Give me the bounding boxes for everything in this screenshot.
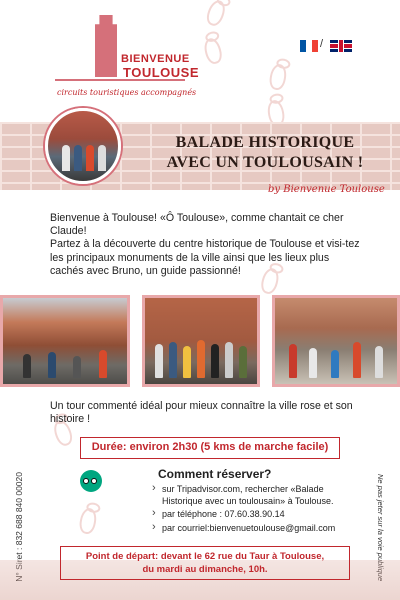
reservation-title: Comment réserver? xyxy=(158,467,272,481)
french-flag-icon[interactable] xyxy=(300,40,318,52)
byline: by Bienvenue Toulouse xyxy=(268,184,385,195)
logo-tagline: circuits touristiques accompagnés xyxy=(57,88,197,97)
group-photo xyxy=(142,295,260,387)
intro-paragraph-1: Bienvenue à Toulouse! «Ô Toulouse», comme chantait ce cher Claude! xyxy=(50,212,344,238)
reservation-item-email[interactable]: › par courriel:bienvenuetoulouse@gmail.com xyxy=(150,523,360,535)
footprint-icon xyxy=(204,0,228,28)
group-photo-circle xyxy=(45,108,121,184)
person-figure xyxy=(183,346,191,378)
street-photo xyxy=(0,295,130,387)
intro-text xyxy=(50,212,360,278)
person-figure xyxy=(99,350,107,378)
logo-text-toulouse: TOULOUSE xyxy=(123,65,199,80)
language-switcher xyxy=(300,40,356,52)
person-figure xyxy=(74,145,82,171)
person-figure xyxy=(211,344,219,378)
map-reading-photo xyxy=(272,295,400,387)
person-figure xyxy=(289,344,297,378)
person-figure xyxy=(73,356,81,378)
departure-line2: du mardi au dimanche, 10h. xyxy=(142,564,268,575)
page-title-line2: AVEC UN TOULOUSAIN ! xyxy=(166,154,364,171)
person-figure xyxy=(239,346,247,378)
siret-number: N° Siret : 832 688 840 00020 xyxy=(14,472,24,582)
person-figure xyxy=(86,145,94,171)
uk-flag-icon[interactable] xyxy=(330,40,352,52)
owl-eye-icon xyxy=(83,478,89,484)
logo-text-bienvenue: BIENVENUE xyxy=(121,53,190,65)
footprint-icon xyxy=(78,507,98,535)
person-figure xyxy=(375,346,383,378)
page-title-line1: BALADE HISTORIQUE xyxy=(175,134,355,151)
tour-description: Un tour commenté idéal pour mieux connaître la ville rose et son histoire ! xyxy=(50,400,353,426)
disposal-notice: Ne pas jeter sur la voie publique xyxy=(376,474,385,582)
departure-line1: Point de départ: devant le 62 rue du Taur à Toulouse, xyxy=(85,551,325,562)
person-figure xyxy=(309,348,317,378)
person-figure xyxy=(48,352,56,378)
person-figure xyxy=(98,145,106,171)
person-figure xyxy=(197,340,205,378)
intro-paragraph-2: Partez à la découverte du centre historique de Toulouse et visi-tez les principaux monuments de la ville ainsi que les lieux plus cachés avec Bruno, un guide passionné! xyxy=(50,238,360,277)
footprint-icon xyxy=(268,63,288,91)
departure-box xyxy=(60,546,350,580)
photo-strip xyxy=(0,295,400,387)
duration-box: Durée: environ 2h30 (5 kms de marche facile) xyxy=(80,437,340,459)
person-figure xyxy=(155,344,163,378)
tripadvisor-icon[interactable] xyxy=(80,470,102,492)
person-figure xyxy=(331,350,339,378)
person-figure xyxy=(225,342,233,378)
reservation-item-tripadvisor: › sur Tripadvisor.com, rechercher «Balade Historique avec un toulousain» à Toulouse. xyxy=(150,484,360,507)
person-figure xyxy=(353,342,361,378)
person-figure xyxy=(62,145,70,171)
bienvenue-toulouse-logo xyxy=(55,15,205,105)
reservation-item-phone[interactable]: › par téléphone : 07.60.38.90.14 xyxy=(150,509,360,521)
flag-separator: / xyxy=(320,38,324,50)
reservation-list xyxy=(150,484,360,536)
footprint-icon xyxy=(202,36,224,65)
person-figure xyxy=(169,342,177,378)
owl-eye-icon xyxy=(91,478,97,484)
person-figure xyxy=(23,354,31,378)
